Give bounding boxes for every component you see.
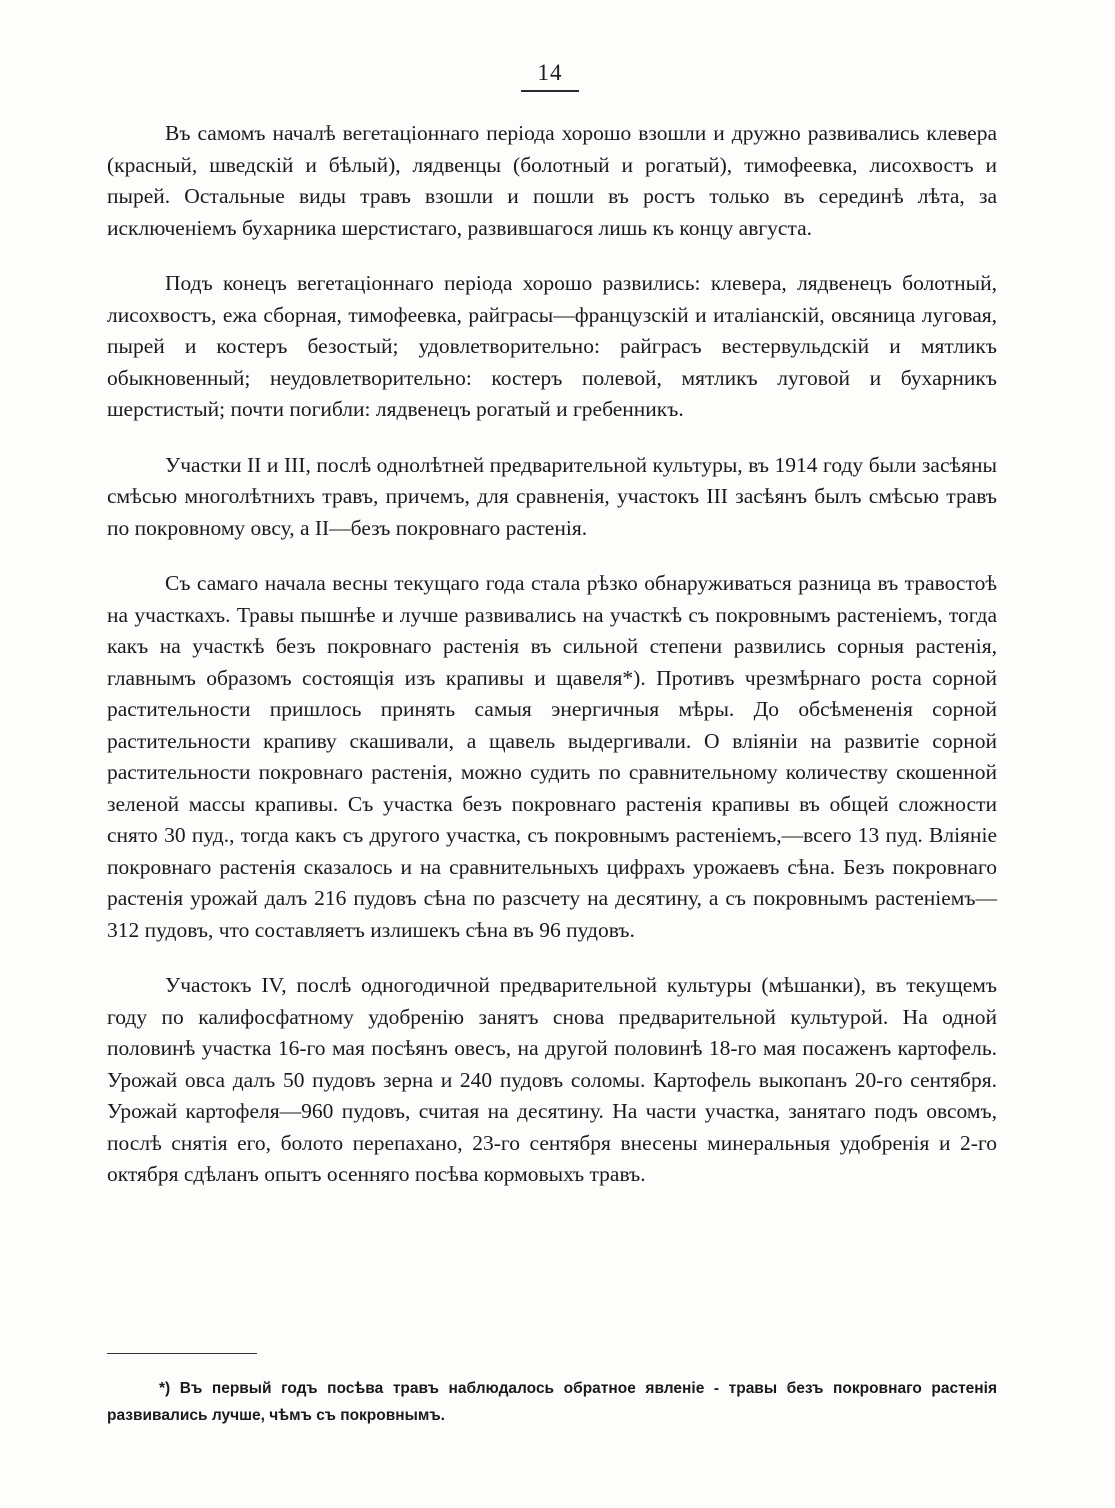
page-number-rule [521,90,579,92]
body-text [107,118,997,1215]
footnote: *) Въ первый годъ посѣва травъ наблюдалось обратное явленіе - травы безъ покровнаго растенія развивались лучше, чѣмъ съ покровнымъ. [107,1380,997,1424]
paragraph-4: Съ самаго начала весны текущаго года стала рѣзко обнаруживаться разница въ травостоѣ на участкахъ. Травы пышнѣе и лучше развивались на участкѣ съ покровнымъ растеніемъ, тогда какъ на участкѣ безъ покровнаго растенія въ сильной степени развились сорныя растенія, главнымъ образомъ состоящія изъ крапивы и щавеля*). Противъ чрезмѣрнаго роста сорной растительности пришлось принять самыя энергичныя мѣры. До обсѣмененія сорной растительности крапиву скашивали, а щавель выдергивали. О вліяніи на развитіе сорной растительности покровнаго растенія, можно судить по сравнительному количеству скошенной зеленой массы крапивы. Съ участка безъ покровнаго растенія крапивы въ общей сложности снято 30 пуд., тогда какъ съ другого участка, съ покровнымъ растеніемъ,—всего 13 пуд. Вліяніе покровнаго растенія сказалось и на сравнительныхъ цифрахъ урожаевъ сѣна. Безъ покровнаго растенія урожай далъ 216 пудовъ сѣна по разсчету на десятину, а съ покровнымъ растеніемъ—312 пудовъ, что составляетъ излишекъ сѣна въ 96 пудовъ. [107,571,997,942]
paragraph-3: Участки II и III, послѣ однолѣтней предварительной культуры, въ 1914 году были засѣяны смѣсью многолѣтнихъ травъ, причемъ, для сравненія, участокъ III засѣянъ былъ смѣсью травъ по покровному овсу, а II—безъ покровнаго растенія. [107,452,997,540]
page-number: 14 [537,60,563,85]
footnote-rule [107,1353,257,1354]
paragraph-2: Подъ конецъ вегетаціоннаго періода хорошо развились: клевера, лядвенецъ болотный, лисохвостъ, ежа сборная, тимофеевка, райграсы—французскій и италіанскій, овсяница луговая, пырей и костеръ безостый; удовлетворительно: райграсъ вестервульдскій и мятликъ обыкновенный; неудовлетворительно: костеръ полевой, мятликъ луговой и бухарникъ шерстистый; почти погибли: лядвенецъ рогатый и гребенникъ. [107,271,997,421]
paragraph-1: Въ самомъ началѣ вегетаціоннаго періода хорошо взошли и дружно развивались клевера (красный, шведскій и бѣлый), лядвенцы (болотный и рогатый), тимофеевка, лисохвостъ и пырей. Остальные виды травъ взошли и пошли въ ростъ только въ серединѣ лѣта, за исключеніемъ бухарника шерстистаго, развившагося лишь къ концу августа. [107,121,997,240]
paragraph-5: Участокъ IV, послѣ одногодичной предварительной культуры (мѣшанки), въ текущемъ году по калифосфатному удобренію занятъ снова предварительной культурой. На одной половинѣ участка 16-го мая посѣянъ овесъ, на другой половинѣ 18-го мая посаженъ картофель. Урожай овса далъ 50 пудовъ зерна и 240 пудовъ соломы. Картофель выкопанъ 20-го сентября. Урожай картофеля—960 пудовъ, считая на десятину. На части участка, занятаго подъ овсомъ, послѣ снятія его, болото перепахано, 23-го сентября внесены минеральныя удобренія и 2-го октября сдѣланъ опытъ осенняго посѣва кормовыхъ травъ. [107,973,997,1186]
